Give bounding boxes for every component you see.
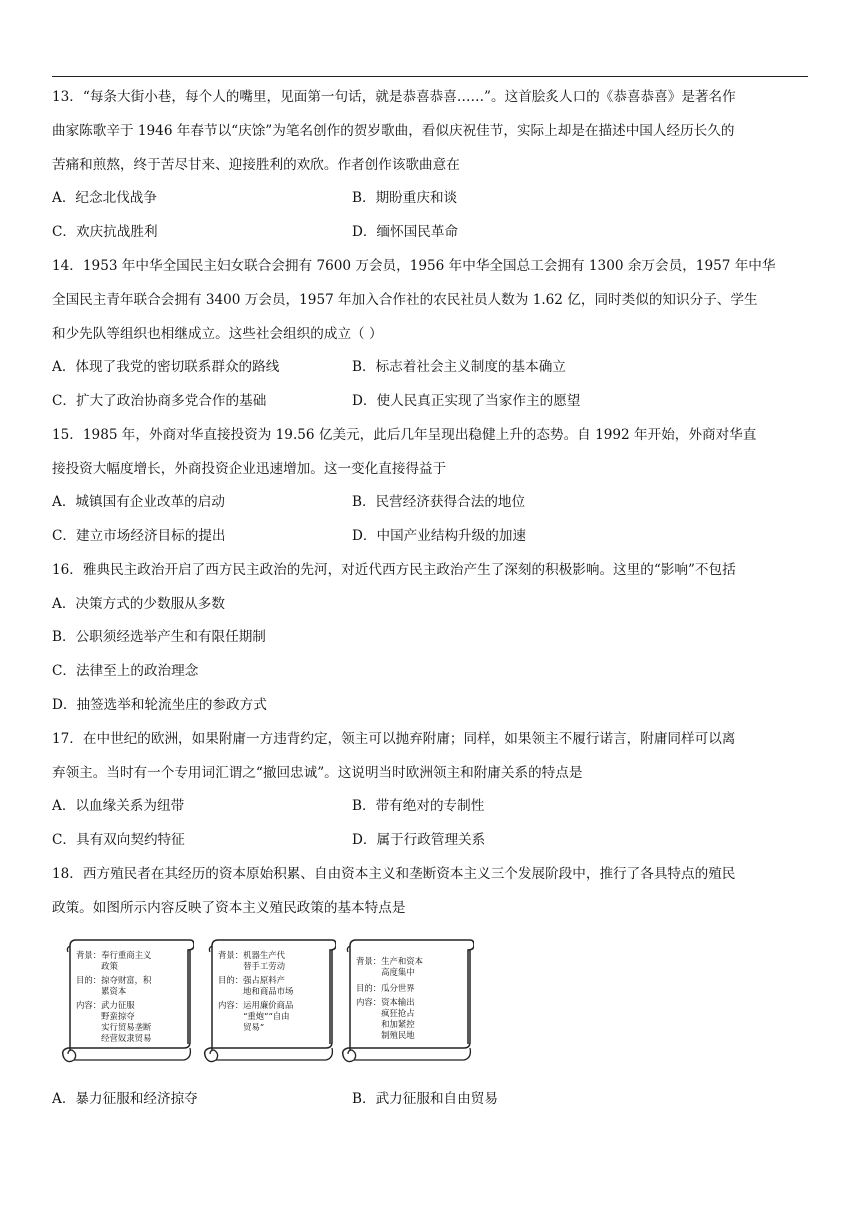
q15-option-c[interactable]: C．建立市场经济目标的提出	[52, 528, 226, 544]
q15-option-a[interactable]: A．城镇国有企业改革的启动	[52, 494, 225, 510]
scroll3-line-6: 和加紧控	[356, 1019, 415, 1029]
q17-option-a[interactable]: A．以血缘关系为纽带	[52, 798, 185, 814]
scroll-figure-stage-1	[60, 938, 194, 1064]
scroll1-line-5: 内容：武力征服	[76, 1000, 135, 1010]
q18-stem-line-1: 18．西方殖民者在其经历的资本原始积累、自由资本主义和垄断资本主义三个发展阶段中，推行了各具特点的殖民	[52, 866, 736, 882]
q17-option-b[interactable]: B．带有绝对的专制性	[352, 798, 485, 814]
q16-option-c[interactable]: C．法律至上的政治理念	[52, 663, 199, 679]
q13-stem-line-3: 苦痛和煎熬，终于苦尽甘来、迎接胜利的欢欣。作者创作该歌曲意在	[52, 157, 460, 173]
q15-option-d[interactable]: D．中国产业结构升级的加速	[352, 528, 527, 544]
scroll2-line-4: 地和商品市场	[218, 986, 294, 996]
q16-option-d[interactable]: D．抽签选举和轮流坐庄的参政方式	[52, 697, 267, 713]
q18-stem-line-2: 政策。如图所示内容反映了资本主义殖民政策的基本特点是	[52, 900, 406, 916]
scroll3-line-2: 高度集中	[356, 967, 415, 977]
q15-stem-line-2: 接投资大幅度增长，外商投资企业迅速增加。这一变化直接得益于	[52, 461, 447, 477]
q13-option-d[interactable]: D．缅怀国民革命	[352, 224, 459, 240]
scroll3-line-5: 疯狂抢占	[356, 1008, 415, 1018]
scroll1-line-4: 累资本	[76, 986, 127, 996]
q13-stem-line-2: 曲家陈歌辛于 1946 年春节以“庆馀”为笔名创作的贺岁歌曲，看似庆祝佳节，实际上却是在描述中国人经历长久的	[52, 123, 735, 139]
q14-option-b[interactable]: B．标志着社会主义制度的基本确立	[352, 359, 566, 375]
q16-option-b[interactable]: B．公职须经选举产生和有限任期制	[52, 629, 266, 645]
scroll1-line-2: 政策	[76, 961, 118, 971]
scroll2-line-6: “重炮”“自由	[218, 1011, 290, 1021]
q16-option-a[interactable]: A．决策方式的少数服从多数	[52, 596, 225, 612]
scroll3-line-7: 制殖民地	[356, 1030, 415, 1040]
scroll1-line-1: 背景：奉行重商主义	[76, 950, 152, 960]
q17-option-d[interactable]: D．属于行政管理关系	[352, 832, 486, 848]
scroll2-line-2: 替手工劳动	[218, 961, 285, 971]
scroll2-line-1: 背景：机器生产代	[218, 950, 285, 960]
q13-option-b[interactable]: B．期盼重庆和谈	[352, 190, 458, 206]
q17-stem-line-2: 弃领主。当时有一个专用词汇谓之“撤回忠诚”。这说明当时欧洲领主和附庸关系的特点是	[52, 765, 583, 781]
q13-stem-line-1: 13．“每条大街小巷，每个人的嘴里，见面第一句话，就是恭喜恭喜……”。这首脍炙人口的《恭喜恭喜》是著名作	[52, 89, 736, 105]
q15-stem-line-1: 15．1985 年，外商对华直接投资为 19.56 亿美元，此后几年呈现出稳健上升的态势。自 1992 年开始，外商对华直	[52, 427, 757, 443]
q14-stem-line-1: 14．1953 年中华全国民主妇女联合会拥有 7600 万会员，1956 年中华全国总工会拥有 1300 余万会员，1957 年中华	[52, 258, 776, 274]
q17-option-c[interactable]: C．具有双向契约特征	[52, 832, 185, 848]
q16-stem-line-1: 16．雅典民主政治开启了西方民主政治的先河，对近代西方民主政治产生了深刻的积极影响。这里的“影响”不包括	[52, 562, 736, 578]
scroll3-line-1: 背景：生产和资本	[356, 956, 423, 966]
q13-option-a[interactable]: A．纪念北伐战争	[52, 190, 157, 206]
q17-stem-line-1: 17．在中世纪的欧洲，如果附庸一方违背约定，领主可以抛弃附庸；同样，如果领主不履行诺言，附庸同样可以离	[52, 731, 736, 747]
scroll1-line-8: 经营奴隶贸易	[76, 1033, 152, 1043]
scroll3-line-4: 内容：资本输出	[356, 997, 415, 1007]
scroll-figure-stage-3	[340, 938, 474, 1064]
q14-stem-line-3: 和少先队等组织也相继成立。这些社会组织的成立（ ）	[52, 326, 383, 342]
q14-option-a[interactable]: A．体现了我党的密切联系群众的路线	[52, 359, 280, 375]
q14-option-c[interactable]: C．扩大了政治协商多党合作的基础	[52, 393, 267, 409]
scroll1-line-6: 野蛮掠夺	[76, 1011, 135, 1021]
scroll-figure-stage-2	[202, 938, 336, 1064]
header-rule	[52, 76, 808, 77]
scroll1-line-7: 实行贸易垄断	[76, 1022, 152, 1032]
scroll2-line-5: 内容：运用廉价商品	[218, 1000, 294, 1010]
scroll3-line-3: 目的：瓜分世界	[356, 983, 415, 993]
q15-option-b[interactable]: B．民营经济获得合法的地位	[352, 494, 526, 510]
q18-option-a[interactable]: A．暴力征服和经济掠夺	[52, 1091, 198, 1107]
scroll2-line-7: 贸易”	[218, 1022, 265, 1032]
q14-option-d[interactable]: D．使人民真正实现了当家作主的愿望	[352, 393, 581, 409]
q18-option-b[interactable]: B．武力征服和自由贸易	[352, 1091, 498, 1107]
scroll1-line-3: 目的：掠夺财富，积	[76, 975, 152, 985]
q13-option-c[interactable]: C．欢庆抗战胜利	[52, 224, 158, 240]
q14-stem-line-2: 全国民主青年联合会拥有 3400 万会员，1957 年加入合作社的农民社员人数为 1.62 亿，同时类似的知识分子、学生	[52, 292, 758, 308]
scroll2-line-3: 目的：强占原料产	[218, 975, 285, 985]
